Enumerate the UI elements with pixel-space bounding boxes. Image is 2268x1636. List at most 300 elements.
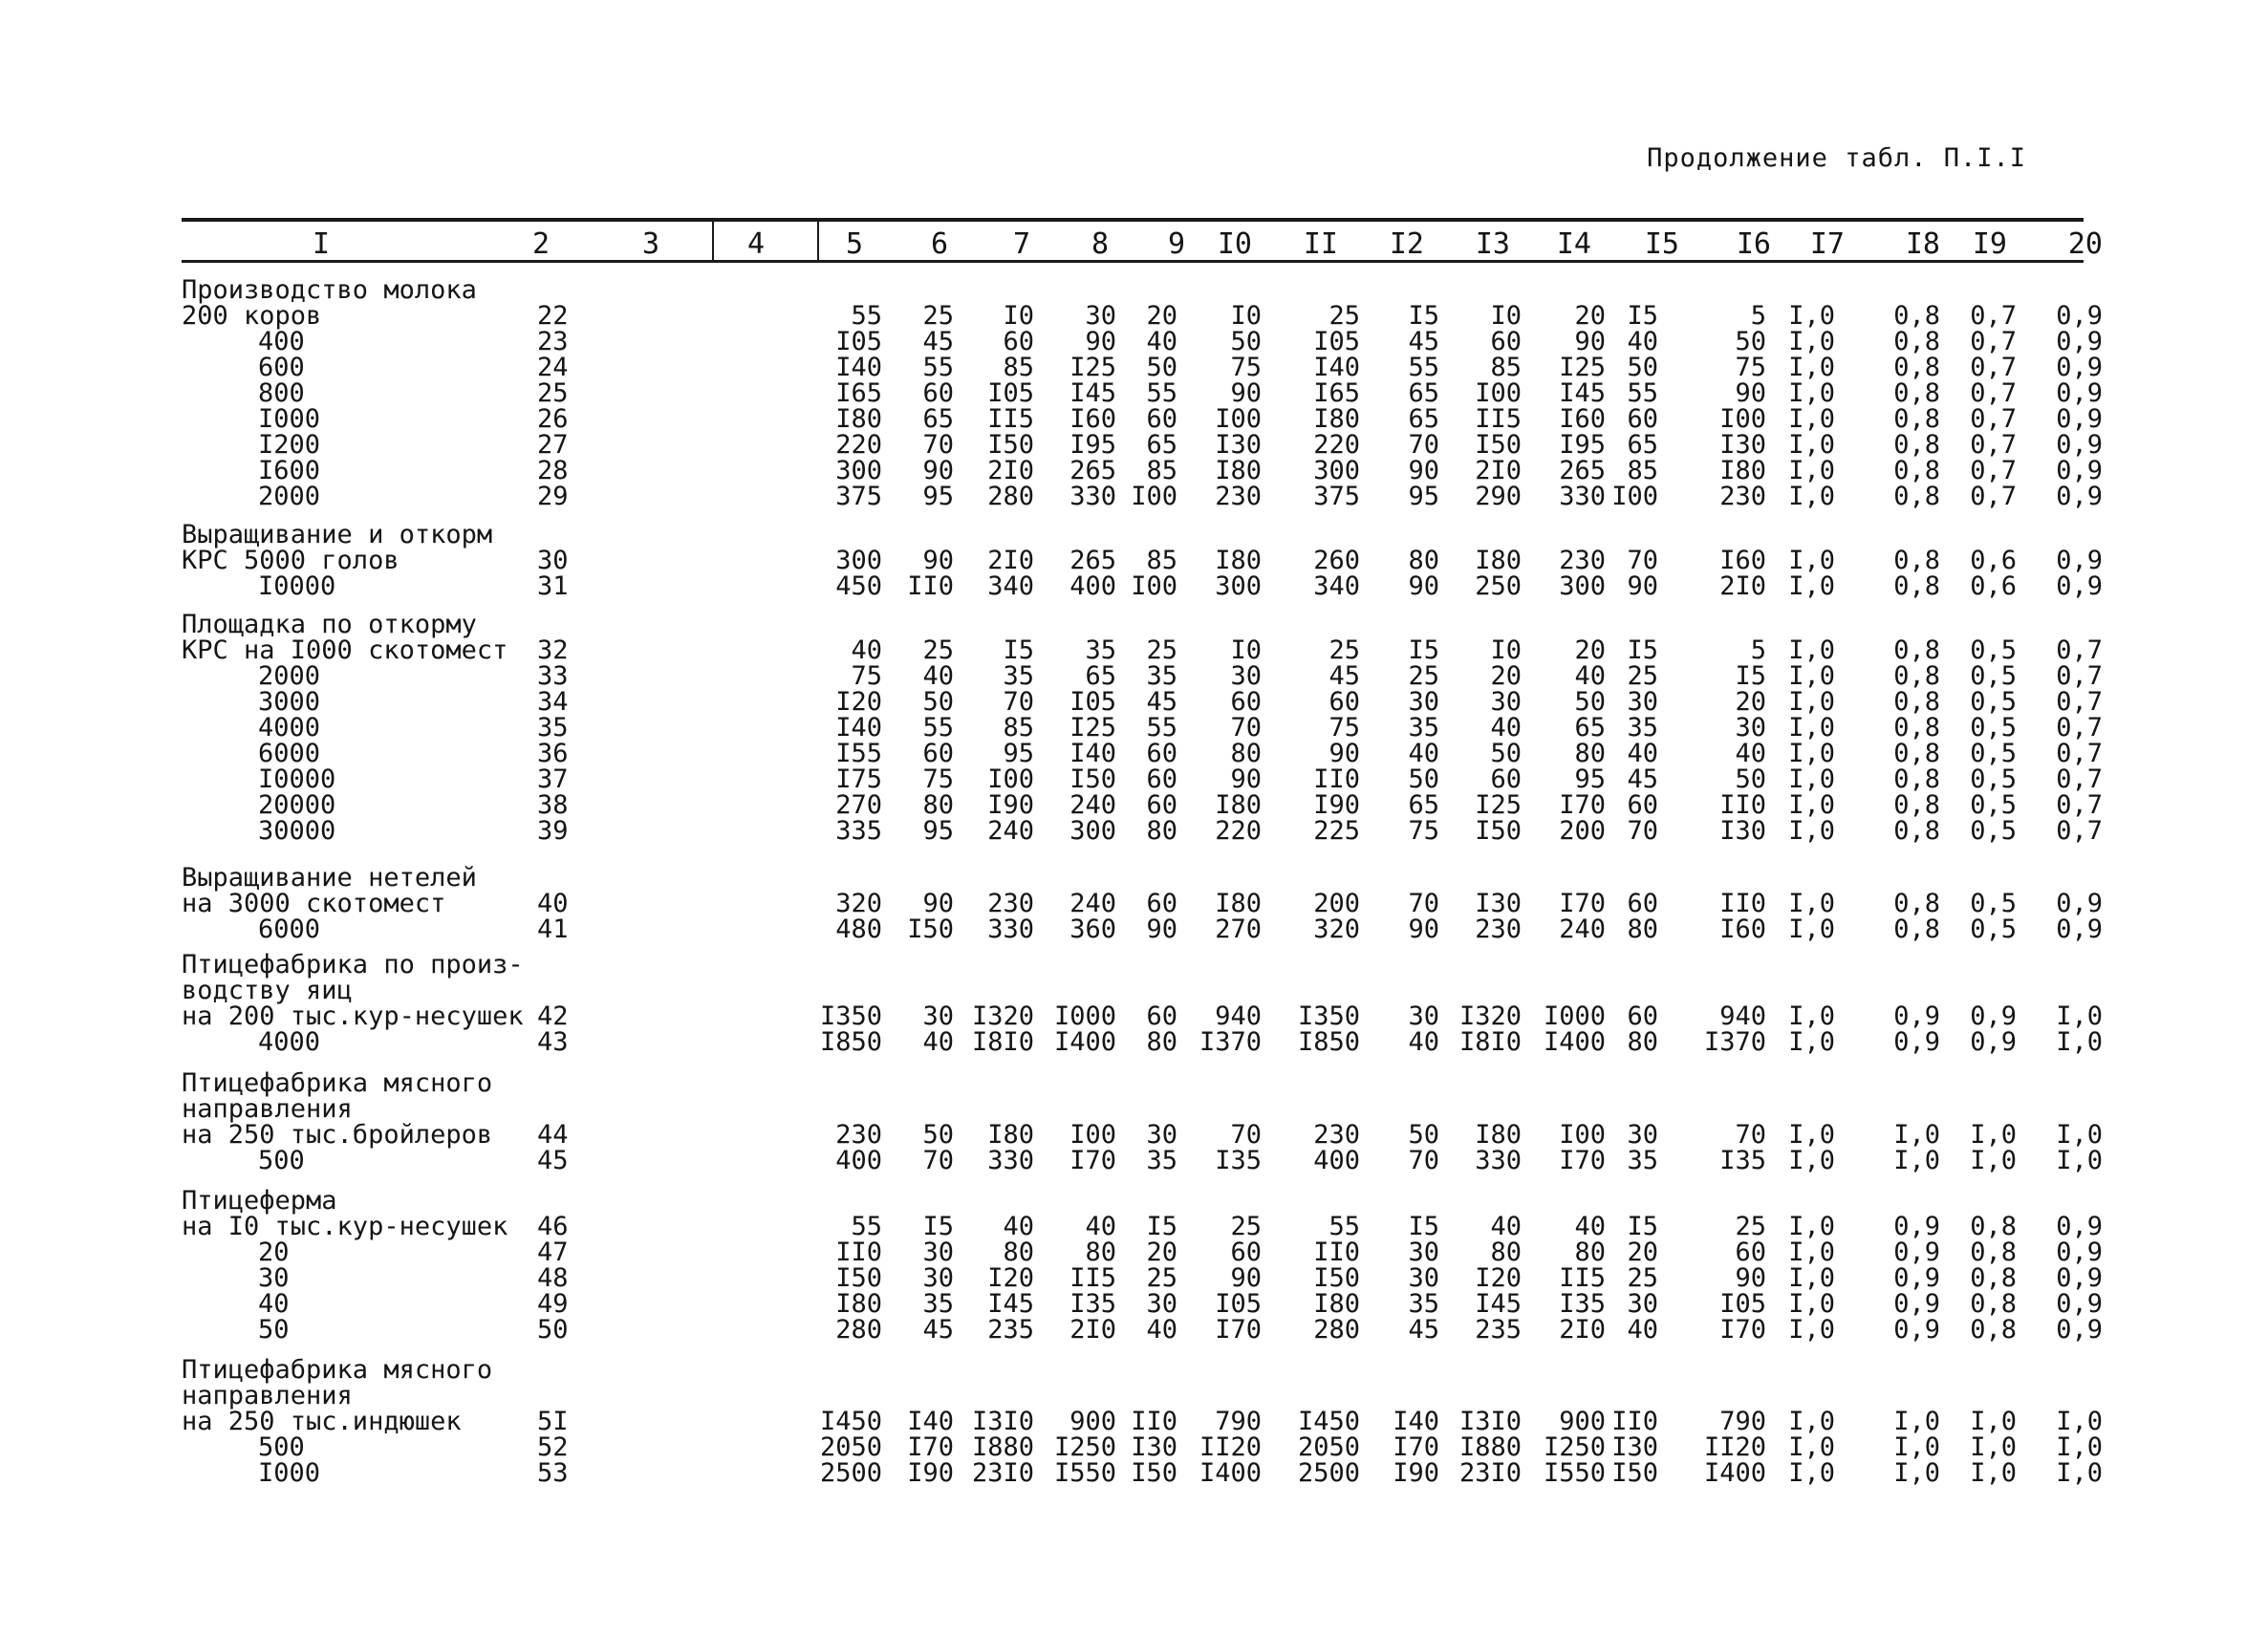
table-cell: 230 xyxy=(1719,482,1766,511)
table-cell: 900 xyxy=(1559,1407,1606,1436)
table-cell: II20 xyxy=(1199,1432,1262,1462)
table-cell: 25 xyxy=(1328,301,1360,331)
row-number: 42 xyxy=(537,1001,569,1031)
table-cell: 35 xyxy=(1146,1146,1177,1175)
table-cell: I90 xyxy=(987,790,1034,820)
table-cell: 80 xyxy=(1003,1238,1034,1267)
table-cell: 60 xyxy=(1146,739,1177,768)
table-cell: II0 xyxy=(835,1238,882,1267)
table-cell: 0,8 xyxy=(1893,546,1940,575)
table-cell: 0,8 xyxy=(1893,661,1940,691)
table-cell: 250 xyxy=(1475,571,1522,601)
table-cell: 2050 xyxy=(1297,1432,1360,1462)
table-cell: II0 xyxy=(907,571,954,601)
table-cell: I5 xyxy=(1627,301,1658,331)
column-header-15: I5 xyxy=(1644,227,1679,261)
table-cell: 240 xyxy=(1069,790,1116,820)
table-cell: 400 xyxy=(1069,571,1116,601)
table-cell: 40 xyxy=(1003,1212,1034,1241)
table-cell: 90 xyxy=(1328,739,1360,768)
table-cell: I,0 xyxy=(1788,1120,1835,1150)
table-cell: 0,5 xyxy=(1970,889,2017,918)
table-cell: II0 xyxy=(1719,790,1766,820)
table-cell: 0,8 xyxy=(1893,353,1940,382)
table-cell: I50 xyxy=(1131,1458,1177,1488)
table-cell: 265 xyxy=(1069,456,1116,485)
table-cell: 0,7 xyxy=(2056,661,2103,691)
table-cell: 2I0 xyxy=(1475,456,1522,485)
table-cell: I,0 xyxy=(1788,430,1835,460)
table-cell: I80 xyxy=(835,1289,882,1319)
row-number: 43 xyxy=(537,1027,569,1057)
table-cell: I,0 xyxy=(1788,1212,1835,1241)
table-cell: 940 xyxy=(1215,1001,1262,1031)
table-cell: 225 xyxy=(1313,816,1360,846)
row-number: 45 xyxy=(537,1146,569,1175)
table-cell: 280 xyxy=(835,1315,882,1345)
table-cell: 0,8 xyxy=(1893,430,1940,460)
table-cell: 40 xyxy=(922,1027,954,1057)
row-label: I000 xyxy=(258,404,321,434)
table-cell: I,0 xyxy=(2056,1407,2103,1436)
table-cell: 60 xyxy=(1627,790,1658,820)
table-cell: 340 xyxy=(1313,571,1360,601)
table-cell: 375 xyxy=(1313,482,1360,511)
table-cell: 0,7 xyxy=(1970,482,2017,511)
table-cell: 0,9 xyxy=(2056,546,2103,575)
table-cell: I30 xyxy=(1719,816,1766,846)
table-cell: I,0 xyxy=(1970,1120,2017,1150)
table-cell: 0,9 xyxy=(2056,1315,2103,1345)
table-cell: 300 xyxy=(835,546,882,575)
table-cell: 90 xyxy=(1574,327,1606,356)
table-cell: 80 xyxy=(1230,739,1262,768)
column-header-6: 6 xyxy=(930,227,948,261)
table-cell: I90 xyxy=(1313,790,1360,820)
table-cell: I45 xyxy=(1069,378,1116,408)
table-cell: I55 xyxy=(835,739,882,768)
table-cell: 90 xyxy=(1735,378,1766,408)
table-cell: II5 xyxy=(1559,1263,1606,1293)
table-cell: I5 xyxy=(1627,1212,1658,1241)
row-label: на 3000 скотомест xyxy=(182,889,446,918)
table-cell: 60 xyxy=(1627,889,1658,918)
table-cell: 90 xyxy=(922,889,954,918)
table-cell: 70 xyxy=(922,1146,954,1175)
table-cell: II20 xyxy=(1703,1432,1766,1462)
table-cell: I20 xyxy=(987,1263,1034,1293)
table-cell: I80 xyxy=(987,1120,1034,1150)
table-cell: 25 xyxy=(1146,635,1177,665)
table-cell: 20 xyxy=(1146,1238,1177,1267)
table-cell: 30 xyxy=(1627,1289,1658,1319)
table-cell: 90 xyxy=(1408,915,1439,944)
table-cell: I,0 xyxy=(1788,1001,1835,1031)
table-cell: 40 xyxy=(1146,1315,1177,1345)
table-cell: I95 xyxy=(1069,430,1116,460)
table-cell: 25 xyxy=(1146,1263,1177,1293)
row-label: на 250 тыс.бройлеров xyxy=(182,1120,493,1150)
table-cell: 30 xyxy=(1146,1120,1177,1150)
table-cell: I70 xyxy=(1215,1315,1262,1345)
table-cell: 480 xyxy=(835,915,882,944)
row-number: 36 xyxy=(537,739,569,768)
table-cell: 30 xyxy=(922,1001,954,1031)
header-separator xyxy=(712,222,714,260)
table-cell: 0,8 xyxy=(1893,816,1940,846)
table-cell: 35 xyxy=(1408,713,1439,743)
table-cell: I65 xyxy=(1313,378,1360,408)
table-cell: 235 xyxy=(987,1315,1034,1345)
table-cell: 0,9 xyxy=(2056,889,2103,918)
table-cell: 23I0 xyxy=(971,1458,1034,1488)
table-cell: 35 xyxy=(1408,1289,1439,1319)
table-cell: 2I0 xyxy=(987,546,1034,575)
table-cell: 300 xyxy=(1069,816,1116,846)
table-cell: 30 xyxy=(1230,661,1262,691)
table-cell: 75 xyxy=(922,764,954,794)
table-cell: 60 xyxy=(922,378,954,408)
table-cell: 75 xyxy=(851,661,882,691)
table-cell: I30 xyxy=(1475,889,1522,918)
table-cell: 0,8 xyxy=(1893,713,1940,743)
column-header-20: 20 xyxy=(2067,227,2103,261)
table-cell: I60 xyxy=(1069,404,1116,434)
table-cell: 330 xyxy=(987,1146,1034,1175)
table-cell: 55 xyxy=(1627,378,1658,408)
table-cell: I20 xyxy=(1475,1263,1522,1293)
table-cell: 95 xyxy=(922,816,954,846)
table-cell: 55 xyxy=(1146,713,1177,743)
table-cell: 0,7 xyxy=(2056,687,2103,717)
table-cell: 375 xyxy=(835,482,882,511)
table-cell: I3I0 xyxy=(971,1407,1034,1436)
table-cell: I5 xyxy=(1735,661,1766,691)
table-cell: I90 xyxy=(1393,1458,1439,1488)
table-cell: I40 xyxy=(1393,1407,1439,1436)
table-cell: 85 xyxy=(1003,713,1034,743)
row-number: 32 xyxy=(537,635,569,665)
table-cell: 50 xyxy=(1230,327,1262,356)
table-cell: 95 xyxy=(1574,764,1606,794)
table-cell: 30 xyxy=(1408,1001,1439,1031)
group-title: Выращивание нетелей xyxy=(182,863,477,893)
table-cell: 0,7 xyxy=(2056,635,2103,665)
table-cell: I250 xyxy=(1543,1432,1606,1462)
table-cell: I,0 xyxy=(2056,1120,2103,1150)
row-label: I0000 xyxy=(258,571,336,601)
table-cell: 55 xyxy=(1328,1212,1360,1241)
row-number: 30 xyxy=(537,546,569,575)
table-cell: 55 xyxy=(922,353,954,382)
table-cell: 60 xyxy=(922,739,954,768)
table-cell: 70 xyxy=(1230,1120,1262,1150)
table-cell: I880 xyxy=(1458,1432,1522,1462)
table-cell: 60 xyxy=(1627,1001,1658,1031)
table-cell: 200 xyxy=(1559,816,1606,846)
table-cell: 70 xyxy=(1003,687,1034,717)
group-title: направления xyxy=(182,1381,353,1410)
table-cell: I40 xyxy=(907,1407,954,1436)
table-cell: 25 xyxy=(1627,661,1658,691)
row-label: на 250 тыс.индюшек xyxy=(182,1407,462,1436)
table-cell: I250 xyxy=(1053,1432,1116,1462)
table-cell: I5 xyxy=(922,1212,954,1241)
table-cell: 0,9 xyxy=(2056,378,2103,408)
table-cell: II5 xyxy=(987,404,1034,434)
table-cell: I75 xyxy=(835,764,882,794)
table-cell: I,0 xyxy=(1893,1120,1940,1150)
table-cell: I,0 xyxy=(1788,713,1835,743)
table-cell: 300 xyxy=(1215,571,1262,601)
table-cell: 0,9 xyxy=(2056,430,2103,460)
table-cell: 30 xyxy=(922,1238,954,1267)
table-cell: 60 xyxy=(1627,404,1658,434)
table-cell: 30 xyxy=(1085,301,1116,331)
table-cell: 265 xyxy=(1069,546,1116,575)
row-number: 28 xyxy=(537,456,569,485)
table-cell: 65 xyxy=(922,404,954,434)
row-number: 41 xyxy=(537,915,569,944)
row-number: 53 xyxy=(537,1458,569,1488)
table-cell: 0,9 xyxy=(2056,1263,2103,1293)
table-cell: 0,8 xyxy=(1893,456,1940,485)
row-number: 50 xyxy=(537,1315,569,1345)
table-cell: I,0 xyxy=(1788,1407,1835,1436)
row-number: 33 xyxy=(537,661,569,691)
table-cell: II0 xyxy=(1313,764,1360,794)
table-cell: I70 xyxy=(1069,1146,1116,1175)
column-header-5: 5 xyxy=(845,227,863,261)
table-cell: I40 xyxy=(1069,739,1116,768)
table-cell: 90 xyxy=(922,546,954,575)
table-cell: I,0 xyxy=(1788,1289,1835,1319)
table-cell: I70 xyxy=(1559,1146,1606,1175)
table-cell: I320 xyxy=(1458,1001,1522,1031)
table-cell: I8I0 xyxy=(971,1027,1034,1057)
table-cell: 85 xyxy=(1490,353,1522,382)
table-cell: 335 xyxy=(835,816,882,846)
table-cell: I0 xyxy=(1230,635,1262,665)
table-cell: 40 xyxy=(851,635,882,665)
table-cell: 0,9 xyxy=(2056,327,2103,356)
table-cell: I05 xyxy=(1215,1289,1262,1319)
table-cell: 65 xyxy=(1408,378,1439,408)
table-cell: 0,7 xyxy=(2056,713,2103,743)
table-cell: 60 xyxy=(1230,1238,1262,1267)
table-cell: 0,8 xyxy=(1893,571,1940,601)
table-cell: 30 xyxy=(1490,687,1522,717)
table-cell: 20 xyxy=(1574,301,1606,331)
table-cell: 25 xyxy=(922,301,954,331)
table-cell: I45 xyxy=(1559,378,1606,408)
table-cell: 0,9 xyxy=(1970,1027,2017,1057)
table-cell: I80 xyxy=(1215,889,1262,918)
table-cell: 80 xyxy=(1146,1027,1177,1057)
table-cell: I90 xyxy=(907,1458,954,1488)
table-cell: 230 xyxy=(1559,546,1606,575)
table-cell: I05 xyxy=(987,378,1034,408)
row-label: КРС 5000 голов xyxy=(182,546,400,575)
table-cell: I,0 xyxy=(2056,1146,2103,1175)
table-cell: I,0 xyxy=(1788,1238,1835,1267)
group-title: Площадка по откорму xyxy=(182,610,477,639)
row-number: 24 xyxy=(537,353,569,382)
table-cell: I25 xyxy=(1559,353,1606,382)
group-title: Выращивание и откорм xyxy=(182,520,493,549)
table-cell: I320 xyxy=(971,1001,1034,1031)
table-cell: 90 xyxy=(1735,1263,1766,1293)
table-cell: I50 xyxy=(1475,816,1522,846)
table-cell: I25 xyxy=(1069,353,1116,382)
row-label: 50 xyxy=(258,1315,290,1345)
table-cell: 0,8 xyxy=(1893,915,1940,944)
table-cell: 80 xyxy=(1574,739,1606,768)
table-cell: 65 xyxy=(1574,713,1606,743)
table-cell: I50 xyxy=(1313,1263,1360,1293)
row-label: 3000 xyxy=(258,687,321,717)
table-cell: I80 xyxy=(1215,546,1262,575)
table-cell: 30 xyxy=(1408,1238,1439,1267)
row-number: 39 xyxy=(537,816,569,846)
table-cell: 40 xyxy=(922,661,954,691)
column-header-17: I7 xyxy=(1809,227,1845,261)
table-cell: 40 xyxy=(1085,1212,1116,1241)
table-top-rule xyxy=(182,218,2084,222)
table-cell: 40 xyxy=(1627,1315,1658,1345)
table-cell: I60 xyxy=(1559,404,1606,434)
table-cell: 0,6 xyxy=(1970,546,2017,575)
table-cell: 0,9 xyxy=(2056,353,2103,382)
table-cell: 45 xyxy=(1146,687,1177,717)
table-cell: 330 xyxy=(1559,482,1606,511)
row-label: 500 xyxy=(258,1146,305,1175)
table-cell: I40 xyxy=(835,353,882,382)
row-label: 30000 xyxy=(258,816,336,846)
table-cell: I05 xyxy=(1719,1289,1766,1319)
table-cell: II5 xyxy=(1069,1263,1116,1293)
table-cell: 70 xyxy=(1627,816,1658,846)
table-cell: II0 xyxy=(1313,1238,1360,1267)
table-cell: I400 xyxy=(1199,1458,1262,1488)
table-cell: 0,8 xyxy=(1970,1315,2017,1345)
table-cell: I450 xyxy=(819,1407,882,1436)
table-cell: I,0 xyxy=(1970,1407,2017,1436)
table-header-rule xyxy=(182,260,2084,263)
table-cell: 240 xyxy=(987,816,1034,846)
table-cell: I00 xyxy=(987,764,1034,794)
table-cell: 55 xyxy=(1408,353,1439,382)
row-label: 20 xyxy=(258,1238,290,1267)
table-cell: 20 xyxy=(1574,635,1606,665)
table-cell: I80 xyxy=(1215,456,1262,485)
table-cell: 40 xyxy=(1574,1212,1606,1241)
table-cell: I60 xyxy=(1719,546,1766,575)
table-caption: Продолжение табл. П.I.I xyxy=(1647,143,2026,173)
table-cell: 35 xyxy=(1003,661,1034,691)
group-title: Птицефабрика по произ- xyxy=(182,950,524,979)
table-cell: 95 xyxy=(1003,739,1034,768)
table-cell: 230 xyxy=(835,1120,882,1150)
table-cell: I0 xyxy=(1490,301,1522,331)
table-cell: 0,7 xyxy=(2056,790,2103,820)
table-cell: I5 xyxy=(1408,1212,1439,1241)
column-header-8: 8 xyxy=(1091,227,1109,261)
table-cell: 0,8 xyxy=(1970,1212,2017,1241)
table-cell: 50 xyxy=(1574,687,1606,717)
column-header-10: I0 xyxy=(1217,227,1252,261)
table-cell: I00 xyxy=(1131,482,1177,511)
table-cell: 270 xyxy=(1215,915,1262,944)
table-cell: 70 xyxy=(1735,1120,1766,1150)
table-cell: I850 xyxy=(1297,1027,1360,1057)
table-cell: 55 xyxy=(922,713,954,743)
table-cell: 0,9 xyxy=(2056,1212,2103,1241)
table-cell: 0,5 xyxy=(1970,790,2017,820)
table-cell: I,0 xyxy=(1788,1263,1835,1293)
table-cell: 90 xyxy=(922,456,954,485)
table-cell: 0,9 xyxy=(2056,571,2103,601)
table-cell: 300 xyxy=(1313,456,1360,485)
table-cell: 0,8 xyxy=(1893,739,1940,768)
table-cell: I,0 xyxy=(1788,1027,1835,1057)
table-cell: 70 xyxy=(1230,713,1262,743)
table-cell: II5 xyxy=(1475,404,1522,434)
table-cell: 60 xyxy=(1146,889,1177,918)
row-number: 40 xyxy=(537,889,569,918)
table-cell: 75 xyxy=(1328,713,1360,743)
row-label: I200 xyxy=(258,430,321,460)
row-number: 35 xyxy=(537,713,569,743)
row-label: на 200 тыс.кур-несушек xyxy=(182,1001,524,1031)
column-header-11: II xyxy=(1303,227,1338,261)
table-cell: I00 xyxy=(1611,482,1658,511)
row-number: 37 xyxy=(537,764,569,794)
table-cell: 0,8 xyxy=(1893,378,1940,408)
table-cell: I05 xyxy=(1313,327,1360,356)
table-cell: 50 xyxy=(1146,353,1177,382)
table-cell: I,0 xyxy=(1788,482,1835,511)
table-cell: I,0 xyxy=(1893,1432,1940,1462)
group-title: водству яиц xyxy=(182,976,353,1005)
table-cell: 0,8 xyxy=(1893,327,1940,356)
table-cell: 90 xyxy=(1408,456,1439,485)
column-header-18: I8 xyxy=(1905,227,1940,261)
table-cell: 90 xyxy=(1146,915,1177,944)
table-cell: 40 xyxy=(1627,327,1658,356)
table-cell: 35 xyxy=(922,1289,954,1319)
table-cell: 0,5 xyxy=(1970,915,2017,944)
table-cell: I00 xyxy=(1559,1120,1606,1150)
table-cell: I,0 xyxy=(1788,404,1835,434)
table-cell: I,0 xyxy=(1788,790,1835,820)
table-cell: I80 xyxy=(1313,404,1360,434)
column-header-7: 7 xyxy=(1012,227,1030,261)
table-cell: 0,7 xyxy=(1970,327,2017,356)
table-cell: 280 xyxy=(987,482,1034,511)
table-cell: 220 xyxy=(835,430,882,460)
table-cell: I,0 xyxy=(1788,687,1835,717)
table-cell: I50 xyxy=(1611,1458,1658,1488)
table-cell: 80 xyxy=(1627,915,1658,944)
table-cell: 0,9 xyxy=(2056,456,2103,485)
table-cell: I30 xyxy=(1611,1432,1658,1462)
table-cell: 0,9 xyxy=(2056,482,2103,511)
table-cell: 45 xyxy=(922,327,954,356)
table-cell: 400 xyxy=(835,1146,882,1175)
table-cell: 40 xyxy=(1574,661,1606,691)
table-cell: 40 xyxy=(1146,327,1177,356)
